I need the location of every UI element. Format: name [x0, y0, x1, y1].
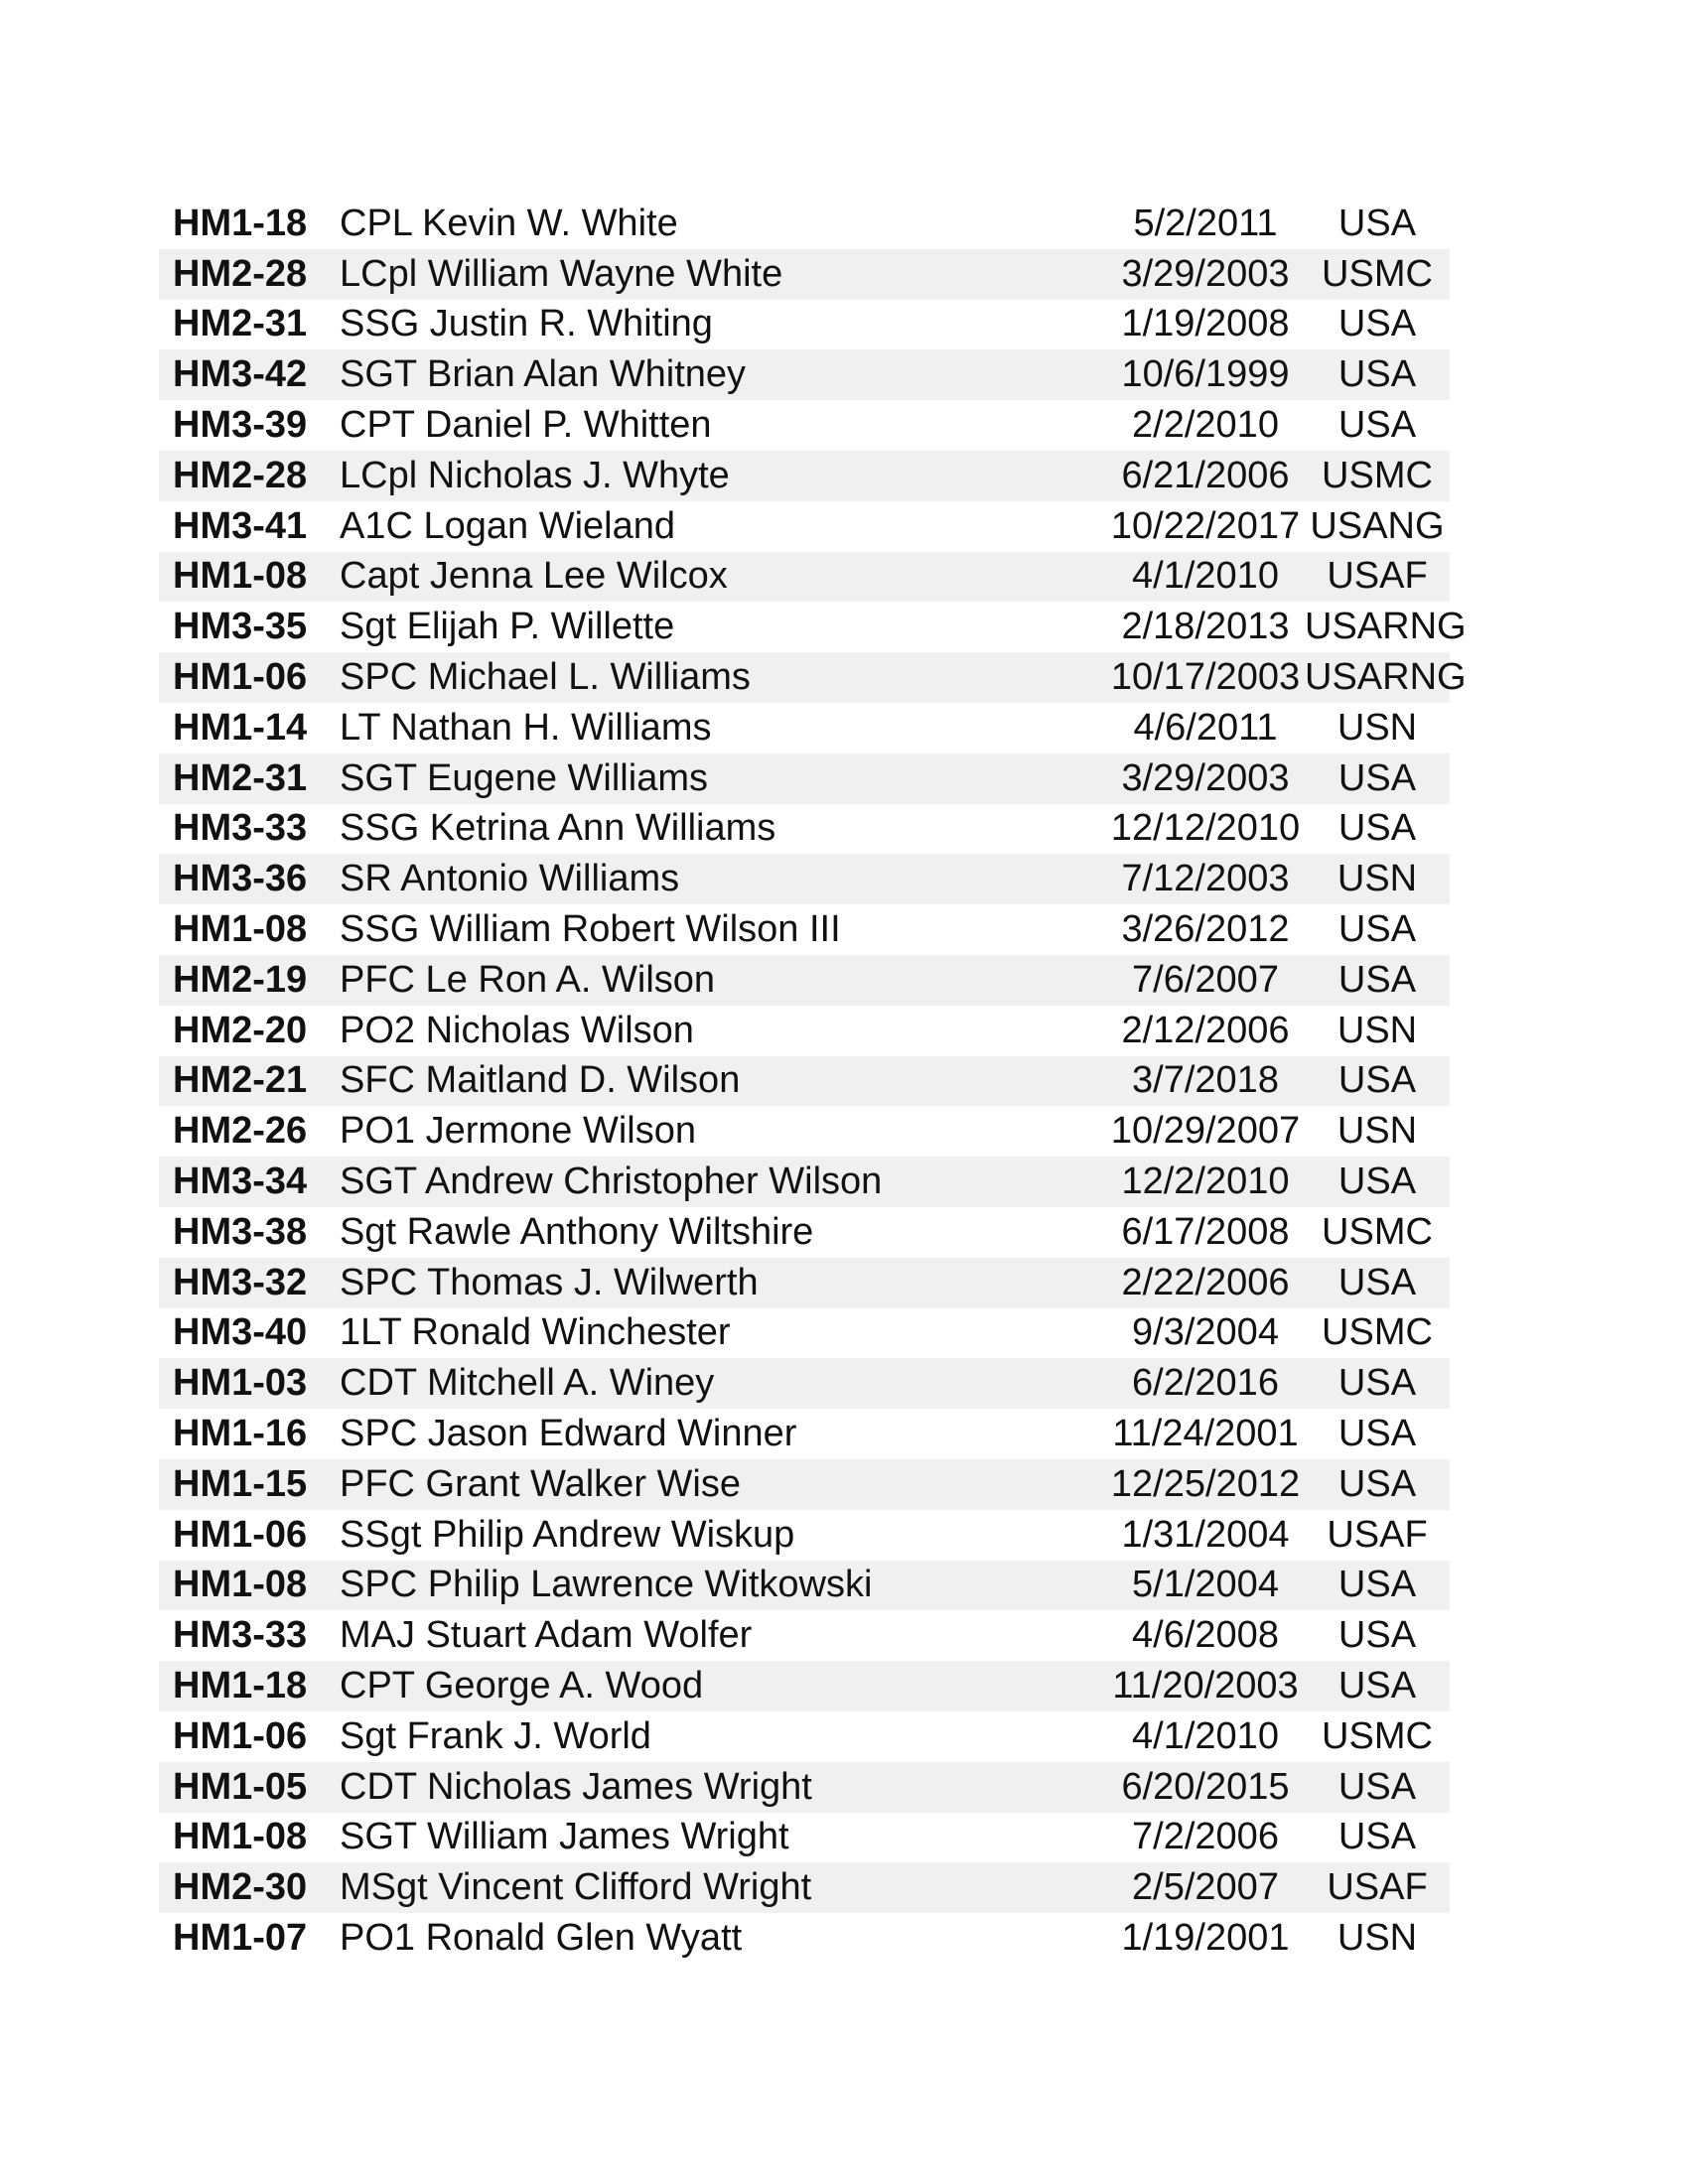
service-branch: USANG: [1310, 504, 1445, 547]
memorial-id: HM1-05: [173, 1765, 308, 1808]
date-of-death: 11/24/2001: [1112, 1413, 1299, 1455]
memorial-id: HM1-18: [173, 1665, 308, 1706]
date-of-death: 3/26/2012: [1121, 908, 1290, 951]
date-of-death: 2/12/2006: [1121, 1009, 1290, 1051]
date-of-death: 1/19/2008: [1121, 303, 1290, 345]
service-branch: USA: [1337, 1059, 1417, 1102]
service-branch: USA: [1337, 1665, 1417, 1706]
table-row: [159, 1661, 1450, 1711]
service-member-name: SFC Maitland D. Wilson: [340, 1059, 741, 1102]
service-member-name: Sgt Rawle Anthony Wiltshire: [340, 1210, 814, 1253]
service-member-name: A1C Logan Wieland: [340, 504, 675, 547]
service-member-name: CDT Nicholas James Wright: [340, 1765, 812, 1808]
table-row: [159, 501, 1450, 552]
date-of-death: 6/20/2015: [1121, 1765, 1290, 1808]
service-member-name: LT Nathan H. Williams: [340, 706, 712, 749]
service-member-name: CPL Kevin W. White: [340, 202, 678, 244]
table-row: [159, 1207, 1450, 1258]
memorial-id: HM2-21: [173, 1059, 308, 1102]
memorial-id: HM2-31: [173, 756, 308, 799]
date-of-death: 10/17/2003: [1110, 656, 1301, 699]
date-of-death: 11/20/2003: [1112, 1665, 1299, 1706]
service-member-name: PFC Grant Walker Wise: [340, 1462, 741, 1505]
date-of-death: 6/17/2008: [1121, 1210, 1290, 1253]
service-branch: USN: [1336, 1009, 1418, 1051]
service-member-name: CDT Mitchell A. Winey: [340, 1362, 715, 1405]
table-row: [159, 199, 1450, 249]
table-row: [159, 1258, 1450, 1308]
table-row: [159, 753, 1450, 804]
table-row: [159, 1157, 1450, 1207]
table-row: [159, 1358, 1450, 1409]
date-of-death: 7/2/2006: [1132, 1816, 1279, 1858]
memorial-id: HM1-14: [173, 706, 308, 749]
memorial-id: HM3-34: [173, 1160, 308, 1203]
table-row: [159, 652, 1467, 703]
service-branch: USA: [1337, 908, 1417, 951]
table-row: [159, 1510, 1450, 1561]
memorial-id: HM2-28: [173, 252, 308, 295]
table-row: [159, 854, 1450, 904]
roster-table: [159, 199, 1467, 1964]
service-member-name: SSG William Robert Wilson III: [340, 908, 841, 951]
memorial-id: HM3-32: [173, 1261, 308, 1303]
service-member-name: SPC Philip Lawrence Witkowski: [340, 1564, 873, 1606]
memorial-id: HM3-38: [173, 1210, 308, 1253]
table-row: [159, 400, 1450, 451]
table-row: [159, 1610, 1450, 1661]
service-member-name: LCpl William Wayne White: [340, 252, 783, 295]
service-branch: USA: [1337, 958, 1417, 1001]
date-of-death: 5/2/2011: [1133, 202, 1278, 244]
date-of-death: 10/22/2017: [1110, 504, 1301, 547]
memorial-id: HM3-41: [173, 504, 308, 547]
memorial-id: HM1-18: [173, 202, 308, 244]
service-branch: USN: [1336, 858, 1418, 900]
table-row: [159, 1308, 1450, 1359]
date-of-death: 7/12/2003: [1121, 858, 1290, 900]
service-branch: USMC: [1322, 252, 1433, 295]
service-member-name: PO2 Nicholas Wilson: [340, 1009, 694, 1051]
service-member-name: PFC Le Ron A. Wilson: [340, 958, 716, 1001]
memorial-id: HM3-40: [173, 1311, 308, 1354]
date-of-death: 10/6/1999: [1121, 353, 1290, 396]
service-branch: USN: [1336, 706, 1418, 749]
service-member-name: SSG Justin R. Whiting: [340, 303, 713, 345]
date-of-death: 3/7/2018: [1132, 1059, 1279, 1102]
memorial-id: HM1-06: [173, 656, 308, 699]
memorial-id: HM3-35: [173, 606, 308, 648]
table-row: [159, 300, 1450, 350]
memorial-id: HM3-42: [173, 353, 308, 396]
service-branch: USA: [1337, 1261, 1417, 1303]
service-member-name: SSgt Philip Andrew Wiskup: [340, 1513, 795, 1556]
service-member-name: MSgt Vincent Clifford Wright: [340, 1866, 812, 1909]
table-row: [159, 955, 1450, 1006]
service-branch: USMC: [1322, 1311, 1433, 1354]
table-row: [159, 1056, 1450, 1107]
table-row: [159, 349, 1450, 400]
service-member-name: SPC Thomas J. Wilwerth: [340, 1261, 759, 1303]
service-member-name: PO1 Ronald Glen Wyatt: [340, 1916, 743, 1959]
service-member-name: MAJ Stuart Adam Wolfer: [340, 1614, 753, 1657]
memorial-id: HM1-06: [173, 1513, 308, 1556]
memorial-id: HM2-28: [173, 454, 308, 496]
service-branch: USA: [1337, 1413, 1417, 1455]
memorial-id: HM1-08: [173, 1816, 308, 1858]
service-member-name: Capt Jenna Lee Wilcox: [340, 555, 728, 598]
memorial-id: HM3-33: [173, 807, 308, 850]
memorial-id: HM1-07: [173, 1916, 308, 1959]
date-of-death: 1/31/2004: [1121, 1513, 1290, 1556]
table-row: [159, 1106, 1450, 1157]
date-of-death: 6/21/2006: [1121, 454, 1290, 496]
service-branch: USA: [1337, 1765, 1417, 1808]
memorial-id: HM2-31: [173, 303, 308, 345]
table-row: [159, 1006, 1450, 1056]
service-member-name: SR Antonio Williams: [340, 858, 680, 900]
service-member-name: SGT Brian Alan Whitney: [340, 353, 747, 396]
date-of-death: 9/3/2004: [1132, 1311, 1279, 1354]
memorial-id: HM1-03: [173, 1362, 308, 1405]
memorial-id: HM1-08: [173, 908, 308, 951]
date-of-death: 3/29/2003: [1121, 756, 1290, 799]
date-of-death: 4/1/2010: [1132, 555, 1279, 598]
service-branch: USAF: [1327, 1866, 1428, 1909]
date-of-death: 3/29/2003: [1121, 252, 1290, 295]
service-member-name: SGT Eugene Williams: [340, 756, 708, 799]
date-of-death: 2/2/2010: [1132, 404, 1279, 447]
service-branch: USAF: [1327, 555, 1428, 598]
memorial-id: HM2-20: [173, 1009, 308, 1051]
date-of-death: 4/6/2011: [1133, 706, 1278, 749]
table-row: [159, 552, 1450, 603]
service-branch: USA: [1337, 807, 1417, 850]
date-of-death: 2/22/2006: [1121, 1261, 1290, 1303]
service-branch: USA: [1337, 1160, 1417, 1203]
service-branch: USARNG: [1305, 656, 1467, 699]
date-of-death: 6/2/2016: [1132, 1362, 1279, 1405]
date-of-death: 12/12/2010: [1110, 807, 1301, 850]
date-of-death: 2/5/2007: [1132, 1866, 1279, 1909]
service-branch: USN: [1336, 1110, 1418, 1153]
service-member-name: Sgt Frank J. World: [340, 1714, 651, 1757]
date-of-death: 4/6/2008: [1132, 1614, 1279, 1657]
memorial-id: HM2-19: [173, 958, 308, 1001]
service-member-name: LCpl Nicholas J. Whyte: [340, 454, 730, 496]
date-of-death: 2/18/2013: [1121, 606, 1290, 648]
service-branch: USMC: [1322, 1714, 1433, 1757]
service-member-name: PO1 Jermone Wilson: [340, 1110, 697, 1153]
table-row: [159, 703, 1450, 753]
service-branch: USA: [1337, 756, 1417, 799]
date-of-death: 12/2/2010: [1121, 1160, 1290, 1203]
date-of-death: 5/1/2004: [1132, 1564, 1279, 1606]
table-row: [159, 602, 1467, 652]
date-of-death: 12/25/2012: [1110, 1462, 1301, 1505]
memorial-id: HM1-08: [173, 555, 308, 598]
table-row: [159, 1813, 1450, 1863]
service-member-name: SGT Andrew Christopher Wilson: [340, 1160, 883, 1203]
memorial-id: HM1-16: [173, 1413, 308, 1455]
table-row: [159, 249, 1450, 300]
table-row: [159, 1913, 1450, 1964]
date-of-death: 10/29/2007: [1110, 1110, 1301, 1153]
table-row: [159, 451, 1450, 501]
memorial-id: HM1-15: [173, 1462, 308, 1505]
service-branch: USARNG: [1305, 606, 1467, 648]
service-branch: USA: [1337, 1564, 1417, 1606]
service-branch: USA: [1337, 202, 1417, 244]
service-branch: USA: [1337, 303, 1417, 345]
table-row: [159, 1459, 1450, 1510]
service-branch: USA: [1337, 1362, 1417, 1405]
date-of-death: 1/19/2001: [1121, 1916, 1290, 1959]
table-row: [159, 1762, 1450, 1813]
service-branch: USA: [1337, 353, 1417, 396]
memorial-id: HM1-06: [173, 1714, 308, 1757]
table-row: [159, 1561, 1450, 1611]
memorial-id: HM1-08: [173, 1564, 308, 1606]
memorial-id: HM3-33: [173, 1614, 308, 1657]
date-of-death: 4/1/2010: [1132, 1714, 1279, 1757]
service-branch: USMC: [1322, 454, 1433, 496]
memorial-id: HM2-30: [173, 1866, 308, 1909]
table-row: [159, 1409, 1450, 1459]
table-row: [159, 1711, 1450, 1762]
service-branch: USMC: [1322, 1210, 1433, 1253]
memorial-id: HM3-36: [173, 858, 308, 900]
service-member-name: 1LT Ronald Winchester: [340, 1311, 731, 1354]
memorial-id: HM3-39: [173, 404, 308, 447]
service-branch: USAF: [1327, 1513, 1428, 1556]
service-member-name: SPC Jason Edward Winner: [340, 1413, 797, 1455]
table-row: [159, 1862, 1450, 1913]
service-member-name: SGT William James Wright: [340, 1816, 789, 1858]
service-member-name: Sgt Elijah P. Willette: [340, 606, 675, 648]
table-row: [159, 804, 1450, 855]
service-branch: USA: [1337, 1816, 1417, 1858]
service-member-name: CPT Daniel P. Whitten: [340, 404, 712, 447]
service-member-name: SSG Ketrina Ann Williams: [340, 807, 776, 850]
memorial-id: HM2-26: [173, 1110, 308, 1153]
service-branch: USA: [1337, 1614, 1417, 1657]
service-branch: USA: [1337, 404, 1417, 447]
date-of-death: 7/6/2007: [1132, 958, 1279, 1001]
service-branch: USA: [1337, 1462, 1417, 1505]
service-member-name: CPT George A. Wood: [340, 1665, 704, 1706]
service-member-name: SPC Michael L. Williams: [340, 656, 751, 699]
service-branch: USN: [1336, 1916, 1418, 1959]
table-row: [159, 904, 1450, 955]
